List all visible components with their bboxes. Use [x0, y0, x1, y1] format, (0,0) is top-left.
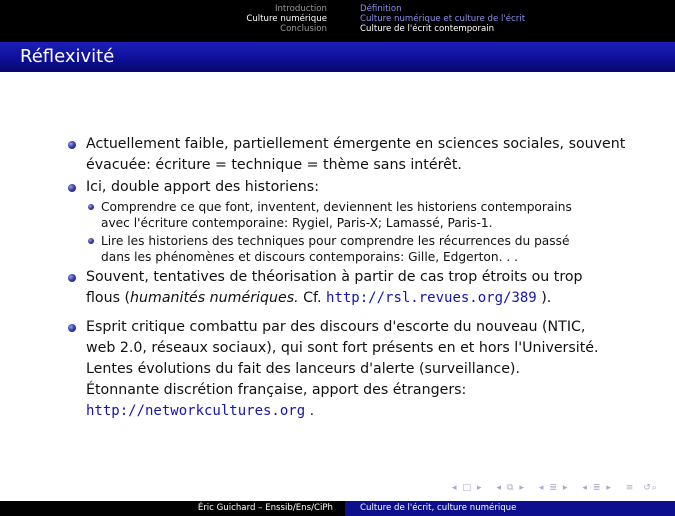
- section-list: [246, 4, 327, 34]
- subsection-list: [360, 4, 525, 34]
- item-text: Cf.: [298, 290, 327, 306]
- item-text: évacuée: écriture = technique = thème sans intérêt.: [86, 157, 462, 173]
- subsection-icon: ⧉: [506, 483, 515, 493]
- next-subsection-icon[interactable]: ▸: [519, 483, 525, 493]
- item-text: Esprit critique combattu par des discours d'escorte du nouveau (NTIC,: [86, 319, 586, 335]
- nav-section-introduction[interactable]: Introduction: [274, 4, 327, 14]
- subsec-icon: ≣: [592, 483, 602, 493]
- sub-bullet-icon: [88, 238, 94, 244]
- bullet-icon: [68, 184, 76, 192]
- item-text: Ici, double apport des historiens:: [86, 179, 319, 195]
- footer-author: Éric Guichard – Enssib/Ens/CiPh: [0, 501, 345, 516]
- sub-list-item: [86, 233, 646, 265]
- nav-subsection-definition[interactable]: Définition: [360, 4, 402, 14]
- item-text: web 2.0, réseaux sociaux), qui sont fort présents en et hors l'Université.: [86, 340, 599, 356]
- next-section-icon[interactable]: ▸: [562, 483, 569, 493]
- footer: [0, 501, 675, 516]
- nav-subsection-culture-ecrit[interactable]: Culture numérique et culture de l'écrit: [360, 14, 526, 24]
- revues-link[interactable]: http://rsl.revues.org/389: [326, 290, 537, 306]
- item-text: Souvent, tentatives de théorisation à partir de cas trop étroits ou trop: [86, 269, 583, 285]
- bullet-list: [66, 134, 646, 422]
- nav-section-culture-numerique[interactable]: Culture numérique: [246, 14, 327, 24]
- networkcultures-link[interactable]: http://networkcultures.org: [86, 403, 306, 419]
- item-text: Étonnante discrétion française, apport des étrangers:: [86, 382, 467, 398]
- item-text-line: [86, 401, 646, 422]
- list-item: [66, 177, 646, 265]
- prev-subsec-icon[interactable]: ◂: [582, 483, 588, 493]
- item-text: .: [305, 403, 315, 419]
- item-text-line: [86, 288, 646, 309]
- nav-subsection-ecrit-contemporain[interactable]: Culture de l'écrit contemporain: [360, 24, 495, 34]
- next-subsec-icon[interactable]: ▸: [606, 483, 612, 493]
- item-text: ).: [536, 290, 552, 306]
- subsection-frame-nav: [496, 483, 530, 493]
- item-text: Lentes évolutions du fait des lanceurs d'alerte (surveillance).: [86, 361, 520, 377]
- align-icon[interactable]: ≡: [625, 483, 635, 493]
- bullet-icon: [68, 324, 76, 332]
- section-icon: ≣: [549, 483, 558, 493]
- item-text: Actuellement faible, partiellement émergente en sciences sociales, souvent: [86, 136, 626, 152]
- italic-text: humanités numériques.: [130, 290, 299, 306]
- prev-frame-icon[interactable]: ◂: [452, 483, 458, 493]
- footer-title: Culture de l'écrit, culture numérique: [345, 501, 675, 516]
- nav-section-conclusion[interactable]: Conclusion: [280, 24, 327, 34]
- list-item: [66, 317, 646, 422]
- frame-title: Réflexivité: [20, 46, 115, 67]
- next-frame-icon[interactable]: ▸: [477, 483, 483, 493]
- bullet-icon: [68, 141, 76, 149]
- frame-title-bar: [0, 42, 675, 72]
- prev-subsection-icon[interactable]: ◂: [496, 483, 502, 493]
- sub-bullet-list: [86, 199, 646, 265]
- sub-item-text: dans les phénomènes et discours contemporains: Gille, Edgerton. . .: [101, 250, 518, 264]
- bullet-icon: [68, 274, 76, 282]
- list-item: [66, 134, 646, 176]
- sub-bullet-icon: [88, 204, 94, 210]
- navigation-symbols: [452, 483, 663, 497]
- prev-section-icon[interactable]: ◂: [538, 483, 545, 493]
- frame-nav: [452, 483, 488, 493]
- item-text: flous (: [86, 290, 131, 306]
- search-icon[interactable]: ↺⌕: [643, 483, 658, 493]
- subsection-nav: [582, 483, 617, 493]
- sub-item-text: Comprendre ce que font, inventent, deviennent les historiens contemporains: [101, 200, 572, 214]
- section-nav: [539, 483, 574, 493]
- sub-item-text: avec l'écriture contemporaine: Rygiel, Paris-X; Lamassé, Paris-1.: [101, 216, 493, 230]
- list-item: [66, 267, 646, 309]
- sub-item-text: Lire les historiens des techniques pour comprendre les récurrences du passé: [101, 234, 570, 248]
- sub-list-item: [86, 199, 646, 231]
- slide-content: [66, 134, 646, 430]
- header-navigation: [0, 0, 675, 42]
- frame-icon: □: [462, 483, 473, 493]
